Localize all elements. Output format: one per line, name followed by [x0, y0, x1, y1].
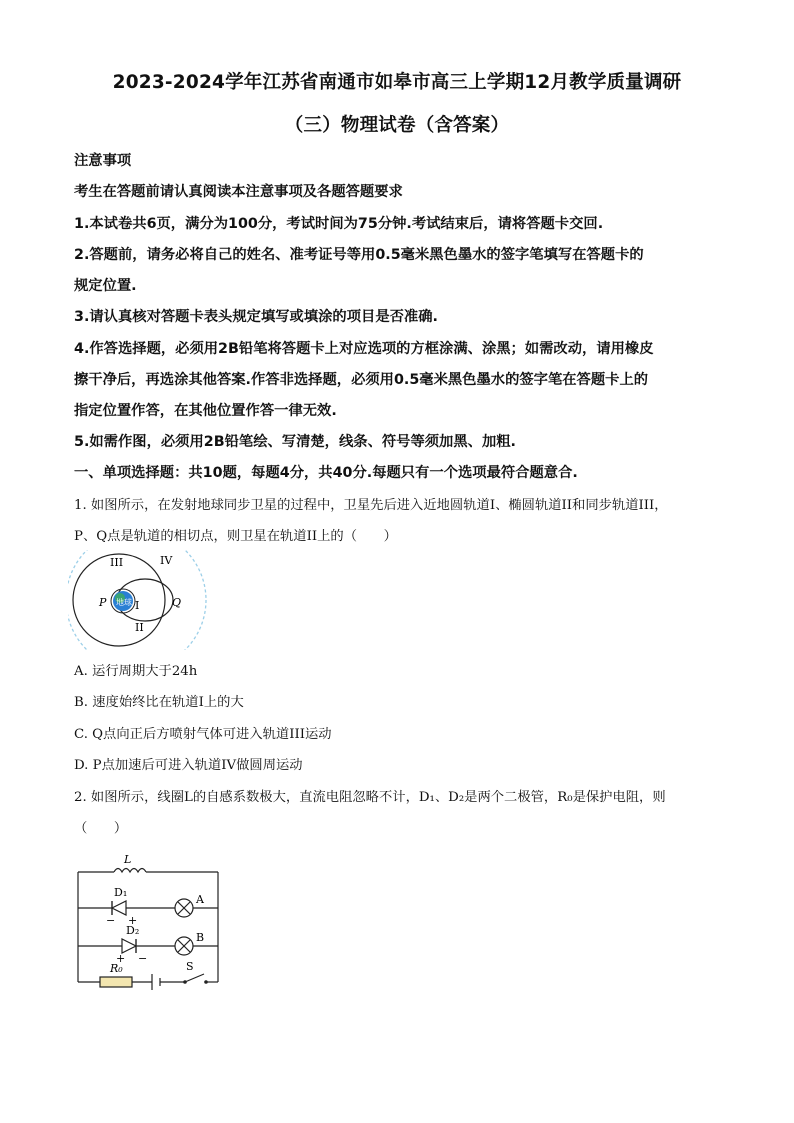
d2-minus: − — [138, 952, 148, 965]
inductor-icon — [114, 869, 146, 873]
label-l: L — [124, 853, 132, 866]
exam-title-line1: 2023-2024学年江苏省南通市如皋市高三上学期12月教学质量调研 — [112, 72, 682, 93]
option-c: C. Q点向正后方喷射气体可进入轨道III运动 — [74, 727, 332, 742]
label-q: Q — [172, 596, 182, 609]
circuit-diagram — [70, 848, 230, 992]
question-1-stem: 1. 如图所示，在发射地球同步卫星的过程中，卫星先后进入近地圆轨道I、椭圆轨道II和同步轨道III， — [74, 498, 668, 513]
notes-intro: 考生在答题前请认真阅读本注意事项及各题答题要求 — [74, 184, 403, 200]
label-d1: D₁ — [114, 886, 128, 899]
notes-item: 擦干净后，再选涂其他答案.作答非选择题，必须用0.5毫米黑色墨水的签字笔在答题卡上的 — [74, 372, 649, 388]
label-p: P — [99, 596, 107, 609]
d1-plus: + — [128, 914, 138, 927]
diode-d1-icon — [112, 901, 126, 915]
label-iii: III — [110, 556, 124, 569]
notes-item: 5.如需作图，必须用2B铅笔绘、写清楚，线条、符号等须加黑、加粗. — [74, 434, 516, 450]
exam-title-line2: （三）物理试卷（含答案） — [284, 115, 510, 136]
label-ii: II — [135, 621, 144, 634]
section-heading: 一、单项选择题：共10题，每题4分，共40分.每题只有一个选项最符合题意合. — [74, 465, 578, 481]
question-2-stem: 2. 如图所示，线圈L的自感系数极大，直流电阻忽略不计，D₁、D₂是两个二极管，R₀是保护电阻，则 — [74, 790, 666, 805]
resistor-r0-icon — [100, 977, 132, 987]
label-r0: R₀ — [110, 962, 123, 975]
label-s: S — [186, 960, 194, 973]
notes-item: 4.作答选择题，必须用2B铅笔将答题卡上对应选项的方框涂满、涂黑；如需改动，请用橡皮 — [74, 341, 654, 357]
notes-item: 1.本试卷共6页，满分为100分，考试时间为75分钟.考试结束后，请将答题卡交回. — [74, 216, 604, 232]
label-a: A — [196, 893, 204, 906]
label-d2: D₂ — [126, 924, 140, 937]
notes-item: 规定位置. — [74, 278, 137, 294]
d1-minus: − — [106, 914, 116, 927]
question-2-stem-cont: （ ） — [74, 821, 128, 836]
notes-item: 3.请认真核对答题卡表头规定填写或填涂的项目是否准确. — [74, 309, 438, 325]
orbit-diagram — [68, 550, 214, 650]
label-b: B — [196, 931, 205, 944]
switch-icon — [185, 974, 204, 982]
label-i: I — [135, 599, 140, 612]
notes-item: 指定位置作答，在其他位置作答一律无效. — [74, 403, 337, 419]
d2-plus: + — [116, 952, 126, 965]
option-d: D. P点加速后可进入轨道IV做圆周运动 — [74, 758, 303, 773]
label-iv: IV — [160, 554, 173, 567]
notes-heading: 注意事项 — [74, 153, 132, 169]
option-a: A. 运行周期大于24h — [74, 664, 198, 679]
notes-item: 2.答题前，请务必将自己的姓名、准考证号等用0.5毫米黑色墨水的签字笔填写在答题卡的 — [74, 247, 644, 263]
diode-d2-icon — [122, 939, 136, 953]
earth-label: 地球 — [116, 598, 132, 607]
question-1-stem-cont: P、Q点是轨道的相切点，则卫星在轨道II上的（ ） — [74, 529, 397, 544]
option-b: B. 速度始终比在轨道I上的大 — [74, 695, 244, 710]
